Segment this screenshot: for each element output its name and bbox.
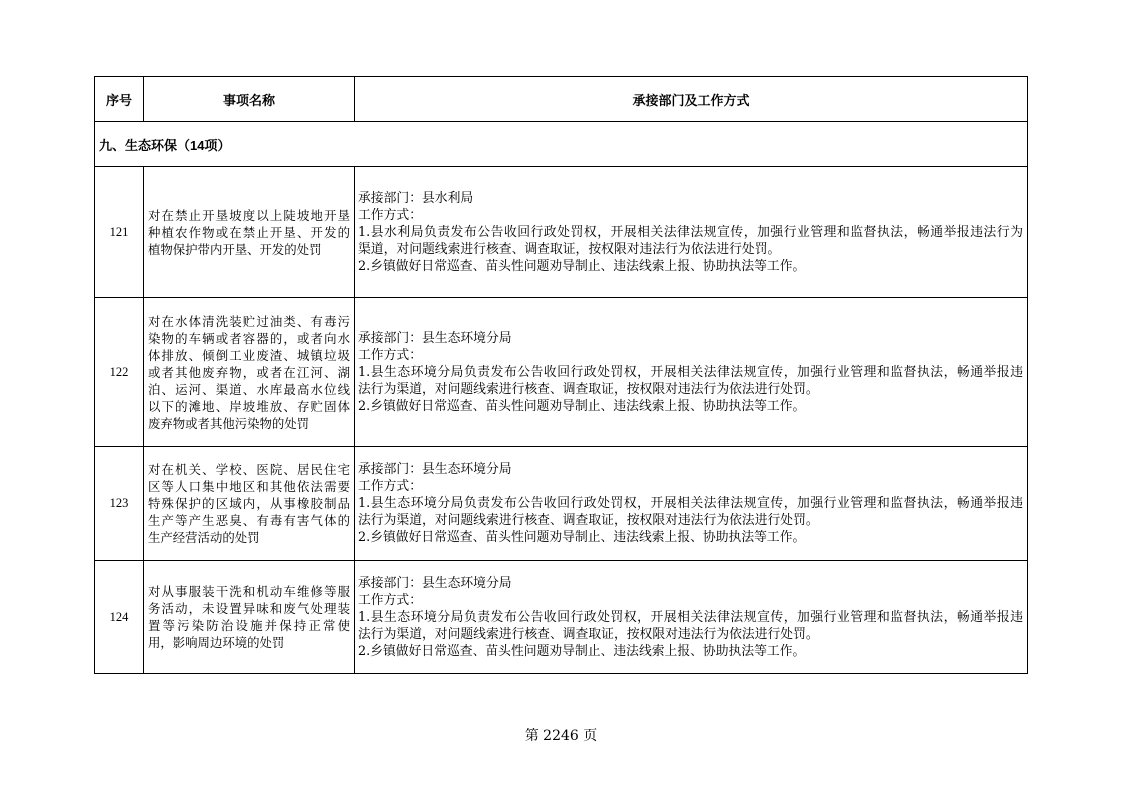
item-name-line: 生产等产生恶臭、有毒有害气体的: [148, 513, 350, 528]
method-line: 2.乡镇做好日常巡查、苗头性问题劝导制止、违法线索上报、协助执法等工作。: [358, 530, 806, 545]
department-line: 承接部门：县生态环境分局: [358, 330, 512, 346]
row-number: 123: [95, 447, 144, 561]
page-number: 第 2246 页: [524, 728, 598, 744]
method-line: 渠道，对问题线索进行核查、调查取证，按权限对违法行为依法进行处罚。: [358, 241, 781, 257]
item-name-line: 废弃物或者其他污染物的处罚: [148, 415, 310, 431]
department-method-cell: [355, 561, 1028, 674]
item-name-cell: [144, 167, 355, 298]
department-line: 承接部门：县生态环境分局: [358, 575, 512, 591]
header-department-method: 承接部门及工作方式: [355, 77, 1028, 122]
item-name-line: 种植农作物或在禁止开垦、开发的: [148, 224, 350, 240]
header-row: [95, 77, 1028, 122]
method-line: 1.县水利局负责发布公告收回行政处罚权，开展相关法律法规宣传，加强行业管理和监督执法，畅通举报违法行为: [358, 224, 1023, 240]
item-name-line: 对从事服装干洗和机动车维修等服: [148, 584, 350, 599]
method-line: 1.县生态环境分局负责发布公告收回行政处罚权，开展相关法律法规宣传，加强行业管理和监督执法，畅通举报违: [358, 496, 1023, 511]
item-name-line: 务活动，未设置异味和废气处理装: [148, 601, 350, 616]
item-name-cell: [144, 298, 355, 447]
item-name-line: 生产经营活动的处罚: [148, 530, 260, 545]
method-label: 工作方式：: [358, 479, 422, 494]
method-line: 2.乡镇做好日常巡查、苗头性问题劝导制止、违法线索上报、协助执法等工作。: [358, 258, 806, 274]
section-title: 九、生态环保（14项）: [95, 122, 1028, 167]
method-line: 1.县生态环境分局负责发布公告收回行政处罚权，开展相关法律法规宣传，加强行业管理和监督执法，畅通举报违: [358, 364, 1023, 380]
header-item-name: 事项名称: [144, 77, 355, 122]
header-serial-number: 序号: [95, 77, 144, 122]
method-line: 法行为渠道，对问题线索进行核查、调查取证，按权限对违法行为依法进行处罚。: [358, 513, 819, 528]
item-name-cell: [144, 561, 355, 674]
method-label: 工作方式：: [358, 592, 422, 608]
item-name-line: 植物保护带内开垦、开发的处罚: [148, 241, 322, 257]
item-name-line: 对在禁止开垦坡度以上陡坡地开垦: [148, 207, 350, 223]
item-name-line: 泊、运河、渠道、水库最高水位线: [148, 381, 350, 397]
table-row: [95, 298, 1028, 447]
row-number: 122: [95, 298, 144, 447]
method-line: 2.乡镇做好日常巡查、苗头性问题劝导制止、违法线索上报、协助执法等工作。: [358, 643, 806, 659]
item-name-line: 对在机关、学校、医院、居民住宅: [148, 462, 350, 477]
department-method-cell: [355, 447, 1028, 561]
method-line: 2.乡镇做好日常巡查、苗头性问题劝导制止、违法线索上报、协助执法等工作。: [358, 398, 806, 414]
item-name-line: 区等人口集中地区和其他依法需要: [148, 479, 350, 494]
method-line: 法行为渠道，对问题线索进行核查、调查取证，按权限对违法行为依法进行处罚。: [358, 381, 819, 397]
department-line: 承接部门：县水利局: [358, 190, 474, 206]
row-number: 121: [95, 167, 144, 298]
method-label: 工作方式：: [358, 347, 422, 363]
matters-table: [94, 76, 1028, 674]
method-line: 法行为渠道，对问题线索进行核查、调查取证，按权限对违法行为依法进行处罚。: [358, 626, 819, 642]
item-name-line: 体排放、倾倒工业废渣、城镇垃圾: [148, 347, 350, 363]
item-name-line: 用，影响周边环境的处罚: [148, 635, 285, 650]
row-number: 124: [95, 561, 144, 674]
item-name-line: 对在水体清洗装贮过油类、有毒污: [148, 313, 350, 329]
item-name-cell: [144, 447, 355, 561]
method-line: 1.县生态环境分局负责发布公告收回行政处罚权，开展相关法律法规宣传，加强行业管理和监督执法，畅通举报违: [358, 609, 1023, 625]
table-row: [95, 167, 1028, 298]
item-name-line: 以下的滩地、岸坡堆放、存贮固体: [148, 398, 350, 414]
department-line: 承接部门：县生态环境分局: [358, 462, 512, 477]
item-name-line: 置等污染防治设施并保持正常使: [148, 618, 350, 633]
section-row: [95, 122, 1028, 167]
department-method-cell: [355, 298, 1028, 447]
table-row: [95, 447, 1028, 561]
item-name-line: 特殊保护的区域内，从事橡胶制品: [148, 496, 350, 511]
table-row: [95, 561, 1028, 674]
method-label: 工作方式：: [358, 207, 422, 223]
item-name-line: 或者其他废弃物，或者在江河、湖: [148, 364, 350, 380]
item-name-line: 染物的车辆或者容器的，或者向水: [148, 330, 350, 346]
department-method-cell: [355, 167, 1028, 298]
